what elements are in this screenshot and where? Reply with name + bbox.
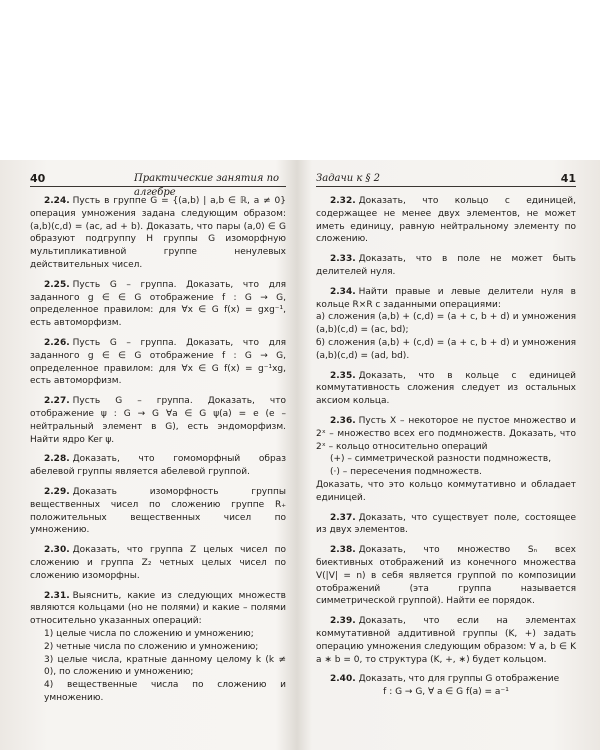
page-number: 41 bbox=[560, 172, 576, 185]
problem-2-30 bbox=[30, 544, 286, 582]
problem-text: Доказать, что существует поле, состоящее из двух элементов. bbox=[316, 512, 576, 536]
right-page bbox=[300, 160, 600, 750]
problem-2-36 bbox=[316, 415, 576, 505]
formula: f : G → G, ∀ a ∈ G f(a) = a⁻¹ bbox=[383, 687, 509, 698]
problem-text: Выяснить, какие из следующих множеств являются кольцами (но не полями) и какие – полями относительно указанных операций: bbox=[30, 590, 286, 627]
list-item: б) сложения (a,b) + (c,d) = (a + c, b + d) и умножения (a,b)(c,d) = (ad, bd). bbox=[316, 337, 576, 361]
problem-2-24 bbox=[30, 195, 286, 272]
problem-2-27 bbox=[30, 395, 286, 446]
problem-text: Пусть в группе G = {(a,b) | a,b ∈ ℝ, a ≠ 0} операция умножения задана следующим образом: (a,b)(c,d) = (ac, ad + b). Доказать, что пары (a,0) ∈ G образуют подгруппу H группы G изоморфную мультипликативной группе ненулевых действительных чисел. bbox=[30, 196, 286, 270]
problem-number: 2.33. bbox=[330, 254, 356, 265]
problem-number: 2.38. bbox=[330, 545, 356, 556]
list-item: а) сложения (a,b) + (c,d) = (a + c, b + d) и умножения (a,b)(c,d) = (ac, bd); bbox=[316, 312, 576, 336]
problem-text: Пусть G – группа. Доказать, что для заданного g ∈ ∈ G отображение f : G → G, определенное правилом: для ∀x ∈ G f(x) = gxg⁻¹, есть автоморфизм. bbox=[30, 279, 286, 329]
list-item: 2) четные числа по сложению и умножению; bbox=[44, 641, 259, 652]
problem-text: Пусть G – группа. Доказать, что для заданного g ∈ ∈ G отображение f : G → G, определенное правилом: для ∀x ∈ G f(x) = g⁻¹xg, есть автоморфизм. bbox=[30, 337, 286, 387]
problem-number: 2.40. bbox=[330, 674, 356, 685]
problem-number: 2.31. bbox=[44, 590, 70, 601]
problem-text: Пусть X – некоторое не пустое множество и 2ˣ – множество всех его подмножеств. Доказать, что 2ˣ – кольцо относительно операций bbox=[316, 415, 576, 452]
problem-2-38 bbox=[316, 544, 576, 608]
problem-number: 2.34. bbox=[330, 286, 356, 297]
problem-number: 2.25. bbox=[44, 279, 70, 290]
page-number: 40 bbox=[30, 172, 46, 185]
problem-tail: Доказать, что это кольцо коммутативно и обладает единицей. bbox=[316, 479, 576, 503]
problem-2-29 bbox=[30, 486, 286, 537]
list-item: 3) целые числа, кратные данному целому k (k ≠ 0), по сложению и умножению; bbox=[44, 654, 286, 678]
problem-number: 2.29. bbox=[44, 486, 70, 497]
problem-2-35 bbox=[316, 370, 576, 408]
problem-2-33 bbox=[316, 253, 576, 279]
problem-number: 2.28. bbox=[44, 454, 70, 465]
problem-2-40 bbox=[316, 673, 576, 699]
problem-number: 2.32. bbox=[330, 196, 356, 206]
problem-2-37 bbox=[316, 512, 576, 538]
running-head: Практические занятия по алгебре bbox=[134, 173, 280, 198]
book-spread bbox=[0, 160, 600, 750]
running-head: Задачи к § 2 bbox=[316, 173, 381, 184]
problem-text: Найти правые и левые делители нуля в кольце R×R с заданными операциями: bbox=[316, 286, 576, 310]
problem-text: Доказать, что кольцо с единицей, содержащее не менее двух элементов, не может иметь единицу, равную нейтральному элементу по сложению. bbox=[316, 196, 576, 245]
list-item: (·) – пересечения подмножеств. bbox=[330, 467, 482, 478]
problem-text: Доказать, что множество Sₙ всех биективных отображений из конечного множества V(|V| = n) в себя является группой по композиции отображений (эта группа называется симметрической группой). Найти ее порядок. bbox=[316, 545, 576, 607]
problem-number: 2.30. bbox=[44, 545, 70, 556]
list-item: 4) вещественные числа по сложению и умножению. bbox=[44, 680, 286, 703]
problem-number: 2.27. bbox=[44, 396, 70, 407]
right-page-header bbox=[316, 172, 576, 187]
problem-text: Доказать, что для группы G отображение bbox=[358, 674, 560, 685]
problem-number: 2.26. bbox=[44, 337, 70, 348]
list-item: 1) целые числа по сложению и умножению; bbox=[44, 628, 254, 639]
problem-number: 2.24. bbox=[44, 196, 70, 206]
problem-2-28 bbox=[30, 453, 286, 479]
problem-number: 2.36. bbox=[330, 415, 356, 426]
problem-text: Доказать изоморфность группы вещественных чисел по сложению группе R₊ положительных вещественных чисел по умножению. bbox=[30, 486, 286, 536]
problem-2-32 bbox=[316, 195, 576, 246]
problem-2-34 bbox=[316, 286, 576, 363]
left-page-header bbox=[30, 172, 286, 198]
problem-2-26 bbox=[30, 337, 286, 388]
problem-text: Доказать, что если на элементах коммутативной аддитивной группы (K, +) задать операцию умножения следующим образом: ∀ a, b ∈ K a ∗ b = 0, то структура (K, +, ∗) будет кольцом. bbox=[316, 616, 576, 665]
problem-number: 2.37. bbox=[330, 512, 356, 523]
list-item: (+) – симметрической разности подмножеств, bbox=[330, 454, 552, 465]
problem-2-39 bbox=[316, 615, 576, 666]
problem-2-31 bbox=[30, 590, 286, 705]
problem-text: Доказать, что в кольце с единицей коммутативность сложения следует из остальных аксиом кольца. bbox=[316, 370, 576, 407]
problem-text: Доказать, что в поле не может быть делителей нуля. bbox=[316, 254, 576, 277]
problem-text: Доказать, что группа Z целых чисел по сложению и группа Z₂ четных целых чисел по сложению изоморфны. bbox=[30, 545, 286, 581]
problem-text: Доказать, что гомоморфный образ абелевой группы является абелевой группой. bbox=[30, 454, 286, 478]
left-page bbox=[0, 160, 300, 750]
problem-2-25 bbox=[30, 279, 286, 330]
problem-number: 2.35. bbox=[330, 370, 356, 381]
problem-number: 2.39. bbox=[330, 616, 356, 627]
problem-text: Пусть G – группа. Доказать, что отображение ψ : G → G ∀a ∈ G ψ(a) = e (e – нейтральный элемент в G), есть эндоморфизм. Найти ядро Ker ψ. bbox=[30, 396, 286, 445]
